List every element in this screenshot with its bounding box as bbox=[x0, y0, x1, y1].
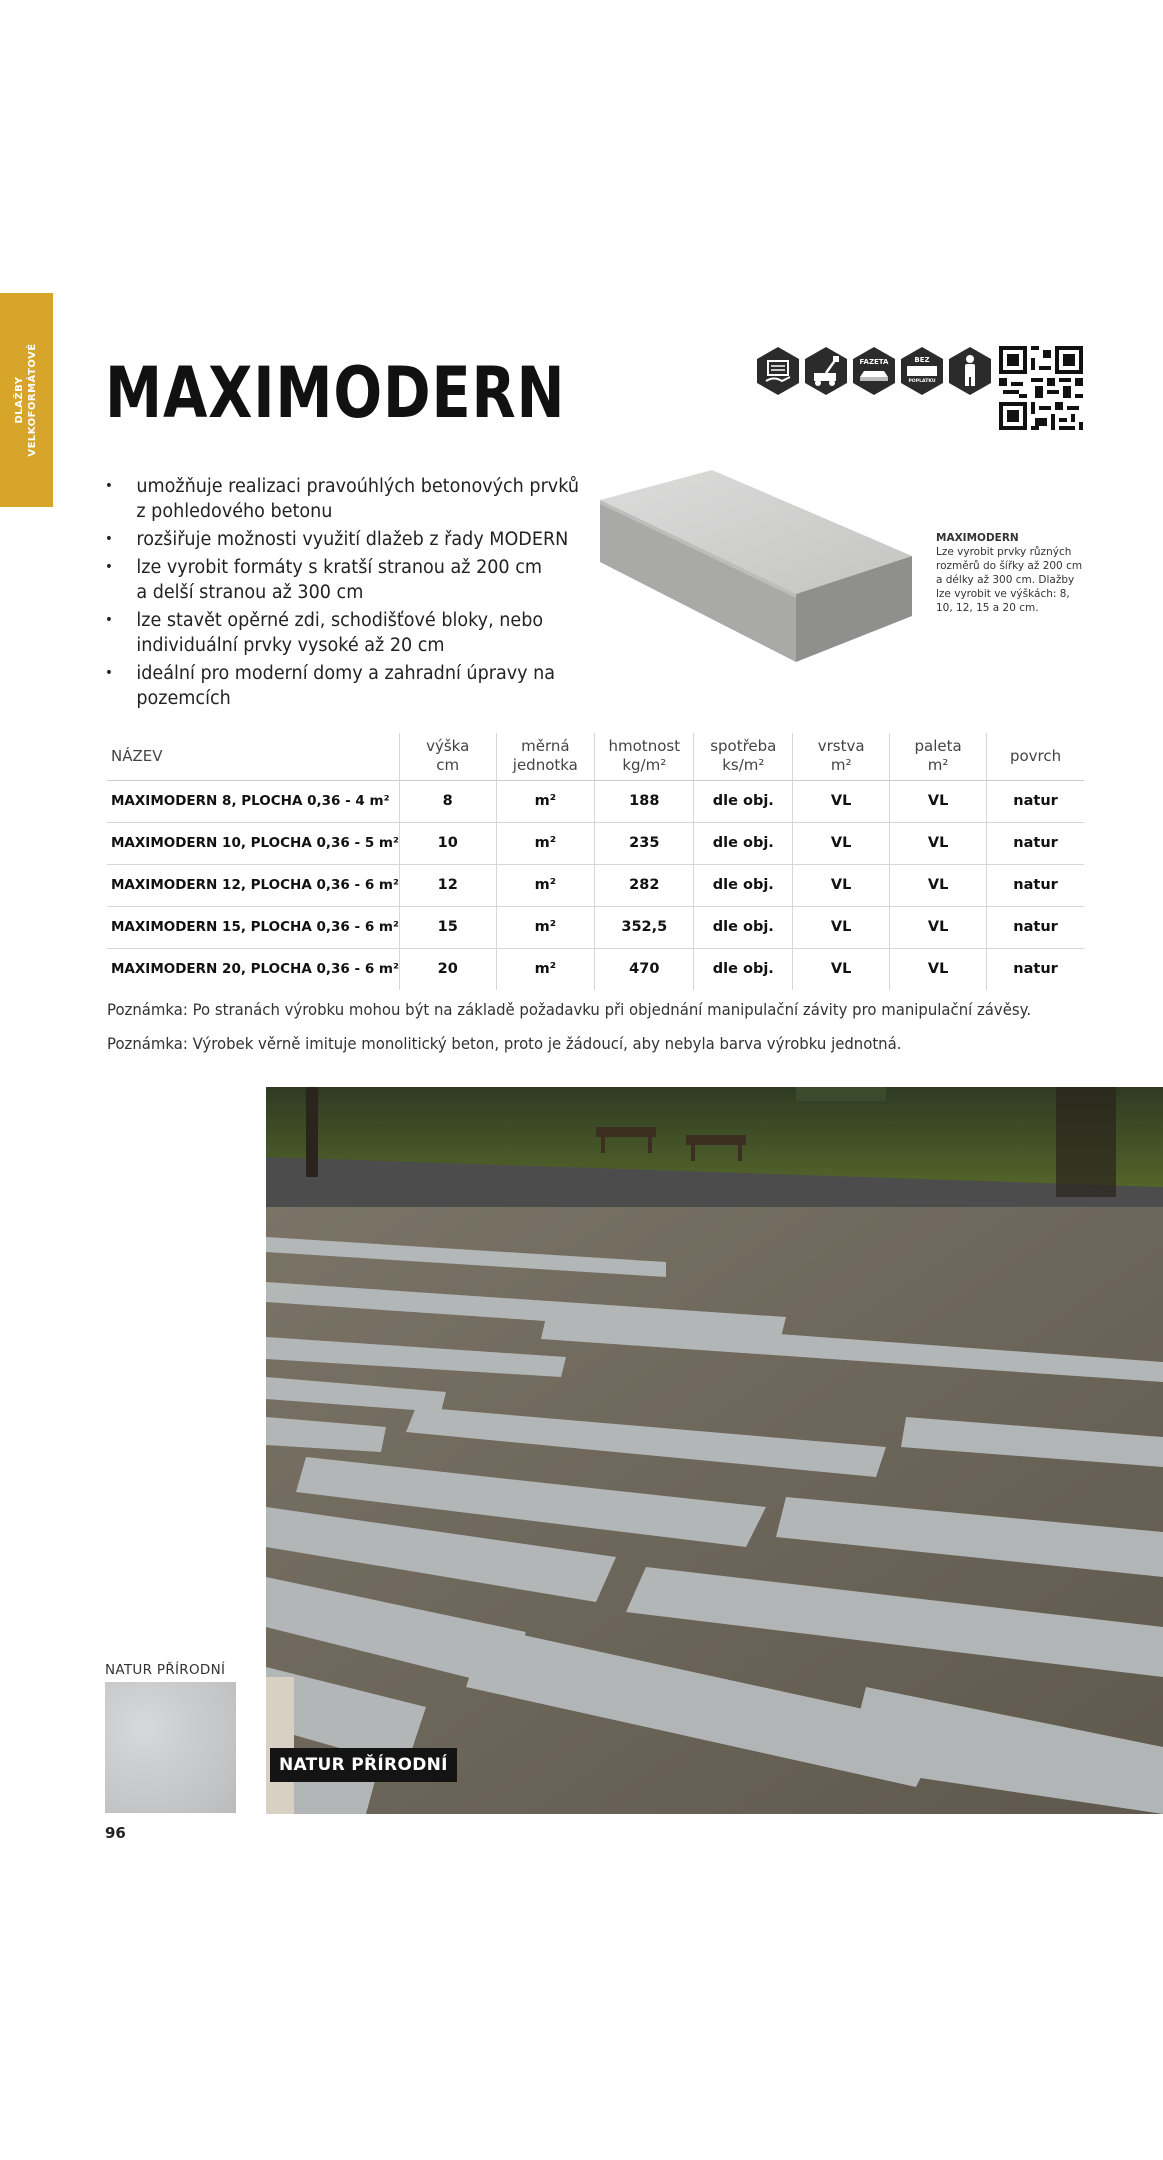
table-header-row bbox=[107, 733, 1084, 780]
col-header-height-l2: cm bbox=[436, 756, 460, 775]
table-row bbox=[107, 948, 1084, 990]
cell-unit: m² bbox=[496, 822, 595, 864]
section-tab-line2: VELKOFORMÁTOVÉ bbox=[27, 343, 38, 457]
cell-surface: natur bbox=[987, 906, 1084, 948]
cell-weight: 235 bbox=[595, 822, 694, 864]
page-number: 96 bbox=[105, 1824, 126, 1842]
table-row bbox=[107, 780, 1084, 822]
col-header-unit bbox=[496, 733, 595, 780]
cell-unit: m² bbox=[496, 780, 595, 822]
cell-surface: natur bbox=[987, 864, 1084, 906]
section-tab-label bbox=[13, 343, 39, 456]
col-header-consumption bbox=[694, 733, 793, 780]
list-item: • lze vyrobit formáty s kratší stranou až 200 cm a delší stranou až 300 cm bbox=[105, 555, 599, 605]
cell-consumption: dle obj. bbox=[694, 864, 793, 906]
cell-height: 8 bbox=[399, 780, 496, 822]
cell-surface: natur bbox=[987, 822, 1084, 864]
col-header-layer-l2: m² bbox=[830, 756, 852, 775]
product-photo bbox=[266, 1087, 1163, 1814]
machine-laying-icon bbox=[802, 345, 850, 397]
cell-layer: VL bbox=[793, 780, 890, 822]
cell-surface: natur bbox=[987, 948, 1084, 990]
faseta-icon-text: FAZETA bbox=[859, 358, 889, 366]
cell-unit: m² bbox=[496, 906, 595, 948]
cell-pallet: VL bbox=[890, 906, 987, 948]
cell-name: MAXIMODERN 15, PLOCHA 0,36 - 6 m² bbox=[107, 906, 399, 948]
cell-pallet: VL bbox=[890, 864, 987, 906]
col-header-pallet bbox=[890, 733, 987, 780]
col-header-layer bbox=[793, 733, 890, 780]
cell-name: MAXIMODERN 12, PLOCHA 0,36 - 6 m² bbox=[107, 864, 399, 906]
cell-weight: 470 bbox=[595, 948, 694, 990]
cell-pallet: VL bbox=[890, 780, 987, 822]
park-scene-illustration bbox=[266, 1087, 1163, 1814]
section-tab-line1: DLAŽBY bbox=[14, 376, 25, 424]
cell-weight: 188 bbox=[595, 780, 694, 822]
feature-icons bbox=[754, 345, 994, 397]
cell-consumption: dle obj. bbox=[694, 822, 793, 864]
cell-pallet: VL bbox=[890, 822, 987, 864]
cell-name: MAXIMODERN 10, PLOCHA 0,36 - 5 m² bbox=[107, 822, 399, 864]
faseta-icon bbox=[850, 345, 898, 397]
cell-layer: VL bbox=[793, 948, 890, 990]
no-surcharge-icon-top: BEZ bbox=[914, 356, 930, 364]
cell-weight: 352,5 bbox=[595, 906, 694, 948]
col-header-consumption-l2: ks/m² bbox=[722, 756, 765, 775]
cell-pallet: VL bbox=[890, 948, 987, 990]
col-header-pallet-l2: m² bbox=[927, 756, 949, 775]
cell-surface: natur bbox=[987, 780, 1084, 822]
product-image bbox=[596, 470, 916, 665]
section-tab bbox=[0, 293, 53, 507]
cell-layer: VL bbox=[793, 906, 890, 948]
col-header-weight-l1: hmotnost bbox=[608, 737, 681, 756]
col-header-surface-l1: povrch bbox=[1009, 746, 1062, 765]
product-caption-title: MAXIMODERN bbox=[936, 532, 1019, 544]
table-row bbox=[107, 864, 1084, 906]
swatch-label: NATUR PŘÍRODNÍ bbox=[105, 1662, 226, 1678]
col-header-height-l1: výška bbox=[426, 737, 470, 756]
cell-height: 15 bbox=[399, 906, 496, 948]
cell-name: MAXIMODERN 20, PLOCHA 0,36 - 6 m² bbox=[111, 961, 399, 978]
cell-layer: VL bbox=[793, 822, 890, 864]
feature-list bbox=[105, 474, 625, 714]
cell-consumption: dle obj. bbox=[694, 906, 793, 948]
table-row bbox=[107, 906, 1084, 948]
col-header-name: NÁZEV bbox=[107, 733, 399, 780]
qr-code[interactable] bbox=[999, 346, 1083, 430]
list-item: • lze stavět opěrné zdi, schodišťové bloky, nebo individuální prvky vysoké až 20 cm bbox=[105, 608, 599, 658]
list-item: • rozšiřuje možnosti využití dlažeb z řady MODERN bbox=[105, 527, 599, 552]
page-title: MAXIMODERN bbox=[105, 352, 566, 434]
no-surcharge-icon-bottom: POPLATKU bbox=[908, 379, 936, 384]
cell-weight: 282 bbox=[595, 864, 694, 906]
col-header-unit-l2: jednotka bbox=[512, 756, 578, 775]
cell-height: 20 bbox=[399, 948, 496, 990]
cell-consumption: dle obj. bbox=[694, 780, 793, 822]
list-item: • ideální pro moderní domy a zahradní úpravy na pozemcích bbox=[105, 661, 599, 711]
product-caption-text: Lze vyrobit prvky různých rozměrů do šířky až 200 cm a délky až 300 cm. Dlažby lze vyrobit ve výškách: 8, 10, 12, 15 a 20 cm. bbox=[936, 546, 1083, 614]
note-1: Poznámka: Po stranách výrobku mohou být na základě požadavku při objednání manipulační závity pro manipulační závěsy. bbox=[107, 1000, 1032, 1019]
col-header-unit-l1: měrná bbox=[521, 737, 570, 756]
photo-label: NATUR PŘÍRODNÍ bbox=[270, 1748, 457, 1782]
col-header-surface bbox=[987, 733, 1084, 780]
col-header-weight-l2: kg/m² bbox=[622, 756, 667, 775]
cell-consumption: dle obj. bbox=[694, 948, 793, 990]
col-header-pallet-l1: paleta bbox=[914, 737, 962, 756]
manual-laying-icon bbox=[754, 345, 802, 397]
note-2: Poznámka: Výrobek věrně imituje monolitický beton, proto je žádoucí, aby nebyla barva výrobku jednotná. bbox=[107, 1034, 902, 1053]
color-swatch bbox=[105, 1682, 236, 1813]
cell-unit: m² bbox=[496, 864, 595, 906]
no-surcharge-icon bbox=[898, 345, 946, 397]
pedestrian-icon bbox=[946, 345, 994, 397]
col-header-height bbox=[399, 733, 496, 780]
cell-unit: m² bbox=[496, 948, 595, 990]
cell-layer: VL bbox=[793, 864, 890, 906]
cell-height: 10 bbox=[399, 822, 496, 864]
product-caption bbox=[936, 531, 1086, 615]
col-header-weight bbox=[595, 733, 694, 780]
col-header-consumption-l1: spotřeba bbox=[710, 737, 777, 756]
cell-name: MAXIMODERN 8, PLOCHA 0,36 - 4 m² bbox=[107, 780, 399, 822]
col-header-layer-l1: vrstva bbox=[817, 737, 865, 756]
cell-height: 12 bbox=[399, 864, 496, 906]
table-row bbox=[107, 822, 1084, 864]
list-item: • umožňuje realizaci pravoúhlých betonových prvků z pohledového betonu bbox=[105, 474, 599, 524]
spec-table bbox=[107, 733, 1084, 990]
